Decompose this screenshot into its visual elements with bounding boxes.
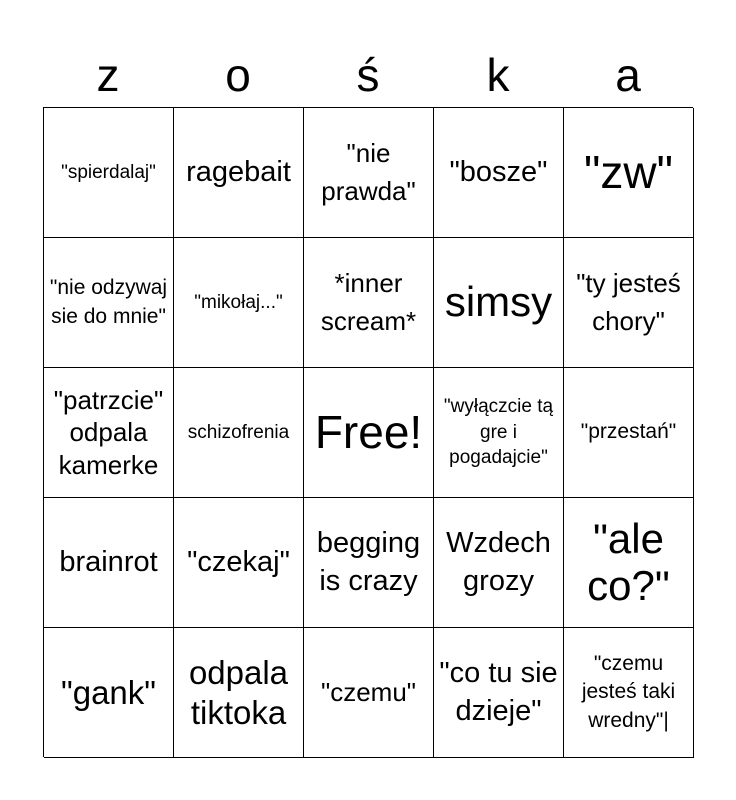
- header-letter: o: [225, 49, 251, 101]
- bingo-cell[interactable]: [174, 368, 304, 498]
- cell-text: begging is crazy: [316, 526, 421, 597]
- bingo-cell[interactable]: [44, 108, 174, 238]
- bingo-grid: [43, 107, 693, 757]
- bingo-cell[interactable]: [174, 238, 304, 368]
- cell-text: odpala tiktoka: [188, 653, 289, 731]
- bingo-cell[interactable]: [44, 628, 174, 758]
- cell-text: schizofrenia: [187, 421, 290, 443]
- bingo-cell[interactable]: [434, 368, 564, 498]
- header-letter: k: [486, 49, 510, 101]
- cell-text: ragebait: [186, 155, 291, 188]
- bingo-cell[interactable]: [44, 238, 174, 368]
- bingo-cell[interactable]: [564, 238, 694, 368]
- bingo-cell[interactable]: [304, 628, 434, 758]
- cell-text: "nie odzywaj sie do mnie": [49, 276, 168, 328]
- free-space-cell[interactable]: [304, 368, 434, 498]
- bingo-cell[interactable]: [564, 628, 694, 758]
- cell-text: simsy: [444, 278, 553, 326]
- bingo-cell[interactable]: [564, 108, 694, 238]
- bingo-header: [43, 44, 693, 106]
- cell-text: "co tu sie dzieje": [439, 656, 558, 727]
- header-letter: z: [96, 49, 120, 101]
- cell-text: brainrot: [59, 545, 158, 578]
- cell-text: *inner scream*: [320, 267, 417, 336]
- cell-text: "czemu": [320, 676, 417, 707]
- cell-text: "bosze": [449, 155, 548, 188]
- bingo-cell[interactable]: [564, 498, 694, 628]
- bingo-cell[interactable]: [434, 628, 564, 758]
- bingo-cell[interactable]: [174, 628, 304, 758]
- cell-text: "ale co?": [587, 515, 670, 609]
- bingo-cell[interactable]: [304, 498, 434, 628]
- cell-text: "gank": [61, 673, 156, 711]
- cell-text: "przestań": [580, 420, 677, 444]
- bingo-cell[interactable]: [174, 108, 304, 238]
- cell-text: "nie prawda": [321, 137, 416, 206]
- header-letter: a: [615, 49, 641, 101]
- bingo-cell[interactable]: [304, 108, 434, 238]
- cell-text: "zw": [584, 146, 673, 199]
- bingo-cell[interactable]: [434, 498, 564, 628]
- bingo-cell[interactable]: [174, 498, 304, 628]
- cell-text: "patrzcie" odpala kamerke: [53, 384, 164, 480]
- cell-text: "czekaj": [187, 545, 290, 578]
- cell-text: Free!: [314, 406, 423, 459]
- cell-text: "spierdalaj": [61, 161, 156, 183]
- bingo-cell[interactable]: [564, 368, 694, 498]
- bingo-cell[interactable]: [44, 368, 174, 498]
- cell-text: "czemu jesteś taki wredny"|: [581, 651, 676, 732]
- bingo-cell[interactable]: [434, 108, 564, 238]
- bingo-cell[interactable]: [304, 238, 434, 368]
- bingo-cell[interactable]: [44, 498, 174, 628]
- header-letter: ś: [356, 49, 380, 101]
- cell-text: "ty jesteś chory": [576, 267, 681, 336]
- bingo-cell[interactable]: [434, 238, 564, 368]
- cell-text: "wyłączcie tą gre i pogadajcie": [443, 396, 554, 469]
- cell-text: "mikołaj...": [194, 291, 283, 313]
- cell-text: Wzdech grozy: [446, 526, 551, 597]
